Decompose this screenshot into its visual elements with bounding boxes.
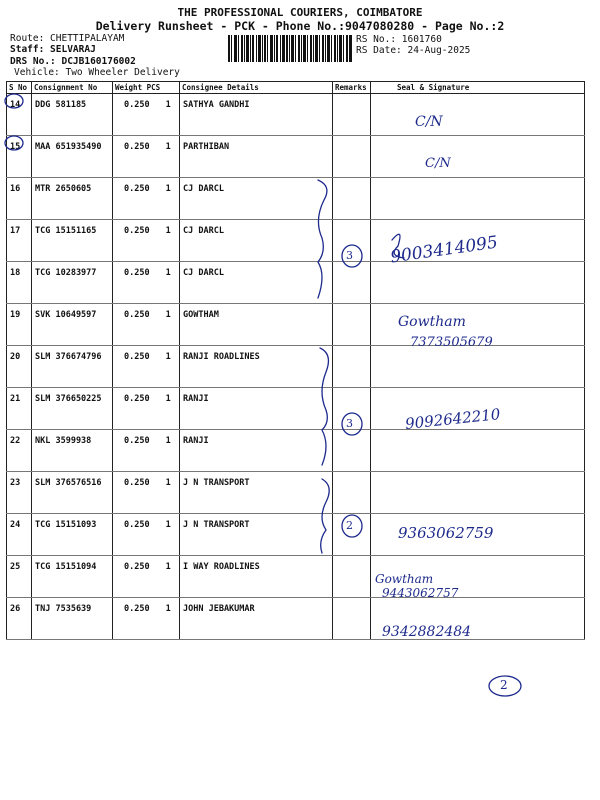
- row-weight-value: 0.250: [124, 604, 150, 614]
- note-cn-2: C/N: [425, 156, 451, 171]
- row-sno: 18: [7, 262, 32, 304]
- row-consignment: MTR 2650605: [32, 178, 113, 220]
- row-weight: [113, 220, 180, 262]
- table-row: [7, 94, 585, 136]
- row-weight: [113, 178, 180, 220]
- row-consignment: TCG 15151094: [32, 556, 113, 598]
- phone-jn-transport: 9363062759: [398, 524, 494, 542]
- row-sno: 14: [7, 94, 32, 136]
- row-pcs-value: 1: [165, 310, 171, 320]
- row-weight-value: 0.250: [124, 310, 150, 320]
- row-sno: 20: [7, 346, 32, 388]
- signature-gowtham-2: Gowtham: [375, 572, 434, 586]
- rs-number: RS No.: 1601760: [356, 34, 442, 45]
- row-seal: [371, 262, 585, 304]
- row-sno: 25: [7, 556, 32, 598]
- row-weight: [113, 556, 180, 598]
- row-pcs-value: 1: [165, 100, 171, 110]
- row-weight: [113, 514, 180, 556]
- row-remarks: [333, 136, 371, 178]
- row-weight-value: 0.250: [124, 520, 150, 530]
- row-consignment: SLM 376674796: [32, 346, 113, 388]
- row-consignment: TCG 15151093: [32, 514, 113, 556]
- phone-john: 9342882484: [382, 624, 472, 640]
- row-sno: 15: [7, 136, 32, 178]
- row-pcs-value: 1: [165, 604, 171, 614]
- row-consignee: CJ DARCL: [180, 220, 333, 262]
- row-seal: [371, 346, 585, 388]
- row-consignee: JOHN JEBAKUMAR: [180, 598, 333, 640]
- phone-ranji: 9092642210: [404, 405, 502, 433]
- row-weight-value: 0.250: [124, 100, 150, 110]
- row-seal: [371, 430, 585, 472]
- runsheet-table: [6, 81, 585, 640]
- row-weight-value: 0.250: [124, 268, 150, 278]
- row-remarks: [333, 430, 371, 472]
- row-remarks: [333, 178, 371, 220]
- staff-label: Staff: SELVARAJ: [10, 44, 96, 55]
- row-consignee: I WAY ROADLINES: [180, 556, 333, 598]
- row-consignee: CJ DARCL: [180, 262, 333, 304]
- row-weight: [113, 136, 180, 178]
- row-weight: [113, 598, 180, 640]
- row-consignee: PARTHIBAN: [180, 136, 333, 178]
- row-pcs-value: 1: [165, 562, 171, 572]
- row-consignment: SVK 10649597: [32, 304, 113, 346]
- row-weight-value: 0.250: [124, 436, 150, 446]
- col-remarks: Remarks: [333, 82, 371, 94]
- row-seal: [371, 178, 585, 220]
- row-pcs-value: 1: [165, 520, 171, 530]
- row-remarks: [333, 598, 371, 640]
- table-row: [7, 262, 585, 304]
- row-consignment: DDG 581185: [32, 94, 113, 136]
- row-consignment: TCG 10283977: [32, 262, 113, 304]
- col-weight-pcs: Weight PCS: [113, 82, 180, 94]
- table-row: [7, 178, 585, 220]
- table-header-row: [7, 82, 585, 94]
- row-weight-value: 0.250: [124, 352, 150, 362]
- table-row: [7, 598, 585, 640]
- signature-gowtham: Gowtham: [398, 314, 466, 330]
- phone-cj-darcl: 9003414095: [389, 232, 500, 268]
- row-remarks: [333, 472, 371, 514]
- table-row: [7, 472, 585, 514]
- rs-date: RS Date: 24-Aug-2025: [356, 45, 471, 56]
- col-seal-signature: Seal & Signature: [371, 82, 585, 94]
- row-pcs-value: 1: [165, 436, 171, 446]
- row-remarks: [333, 556, 371, 598]
- table-row: [7, 430, 585, 472]
- drs-number: DRS No.: DCJB160176002: [10, 56, 136, 67]
- row-sno: 21: [7, 388, 32, 430]
- col-consignment: Consignment No: [32, 82, 113, 94]
- row-pcs-value: 1: [165, 394, 171, 404]
- phone-gowtham: 7373505679: [410, 335, 493, 350]
- table-row: [7, 304, 585, 346]
- row-weight: [113, 262, 180, 304]
- table-row: [7, 346, 585, 388]
- row-consignee: RANJI: [180, 388, 333, 430]
- row-weight: [113, 304, 180, 346]
- row-sno: 22: [7, 430, 32, 472]
- vehicle-label: Vehicle: Two Wheeler Delivery: [14, 67, 180, 78]
- row-consignment: SLM 376576516: [32, 472, 113, 514]
- row-sno: 19: [7, 304, 32, 346]
- row-pcs-value: 1: [165, 226, 171, 236]
- row-sno: 24: [7, 514, 32, 556]
- row-weight: [113, 472, 180, 514]
- row-remarks: [333, 304, 371, 346]
- row-consignment: TCG 15151165: [32, 220, 113, 262]
- table-row: [7, 136, 585, 178]
- row-pcs-value: 1: [165, 478, 171, 488]
- row-weight-value: 0.250: [124, 184, 150, 194]
- row-consignment: SLM 376650225: [32, 388, 113, 430]
- row-weight: [113, 388, 180, 430]
- note-cn-1: C/N: [415, 114, 443, 130]
- route-label: Route: CHETTIPALAYAM: [10, 33, 125, 44]
- count-jn: 2: [346, 519, 353, 532]
- row-sno: 16: [7, 178, 32, 220]
- row-pcs-value: 1: [165, 142, 171, 152]
- row-consignee: J N TRANSPORT: [180, 472, 333, 514]
- row-weight-value: 0.250: [124, 562, 150, 572]
- runsheet-subtitle: Delivery Runsheet - PCK - Phone No.:9047080280 - Page No.:2: [95, 19, 505, 33]
- row-seal: [371, 136, 585, 178]
- col-sno: S No: [7, 82, 32, 94]
- col-consignee: Consignee Details: [180, 82, 333, 94]
- barcode-image: [228, 35, 352, 62]
- row-sno: 23: [7, 472, 32, 514]
- phone-iway: 9443062757: [382, 586, 459, 600]
- row-weight: [113, 94, 180, 136]
- row-consignee: RANJI: [180, 430, 333, 472]
- row-pcs-value: 1: [165, 184, 171, 194]
- row-sno: 17: [7, 220, 32, 262]
- row-consignee: J N TRANSPORT: [180, 514, 333, 556]
- table-row: [7, 556, 585, 598]
- row-weight-value: 0.250: [124, 394, 150, 404]
- row-pcs-value: 1: [165, 352, 171, 362]
- row-weight: [113, 346, 180, 388]
- count-ranji: 3: [346, 417, 353, 430]
- row-consignee: SATHYA GANDHI: [180, 94, 333, 136]
- row-weight: [113, 430, 180, 472]
- page-mark: 2: [500, 678, 508, 692]
- row-consignment: MAA 651935490: [32, 136, 113, 178]
- row-consignee: RANJI ROADLINES: [180, 346, 333, 388]
- row-sno: 26: [7, 598, 32, 640]
- row-remarks: [333, 262, 371, 304]
- count-cj: 3: [346, 249, 353, 262]
- row-consignment: NKL 3599938: [32, 430, 113, 472]
- row-consignment: TNJ 7535639: [32, 598, 113, 640]
- row-weight-value: 0.250: [124, 142, 150, 152]
- row-consignee: CJ DARCL: [180, 178, 333, 220]
- row-remarks: [333, 346, 371, 388]
- company-title: THE PROFESSIONAL COURIERS, COIMBATORE: [177, 6, 423, 19]
- table-row: [7, 514, 585, 556]
- row-seal: [371, 472, 585, 514]
- row-pcs-value: 1: [165, 268, 171, 278]
- row-consignee: GOWTHAM: [180, 304, 333, 346]
- table-row: [7, 220, 585, 262]
- row-weight-value: 0.250: [124, 226, 150, 236]
- row-remarks: [333, 94, 371, 136]
- row-weight-value: 0.250: [124, 478, 150, 488]
- row-seal: [371, 94, 585, 136]
